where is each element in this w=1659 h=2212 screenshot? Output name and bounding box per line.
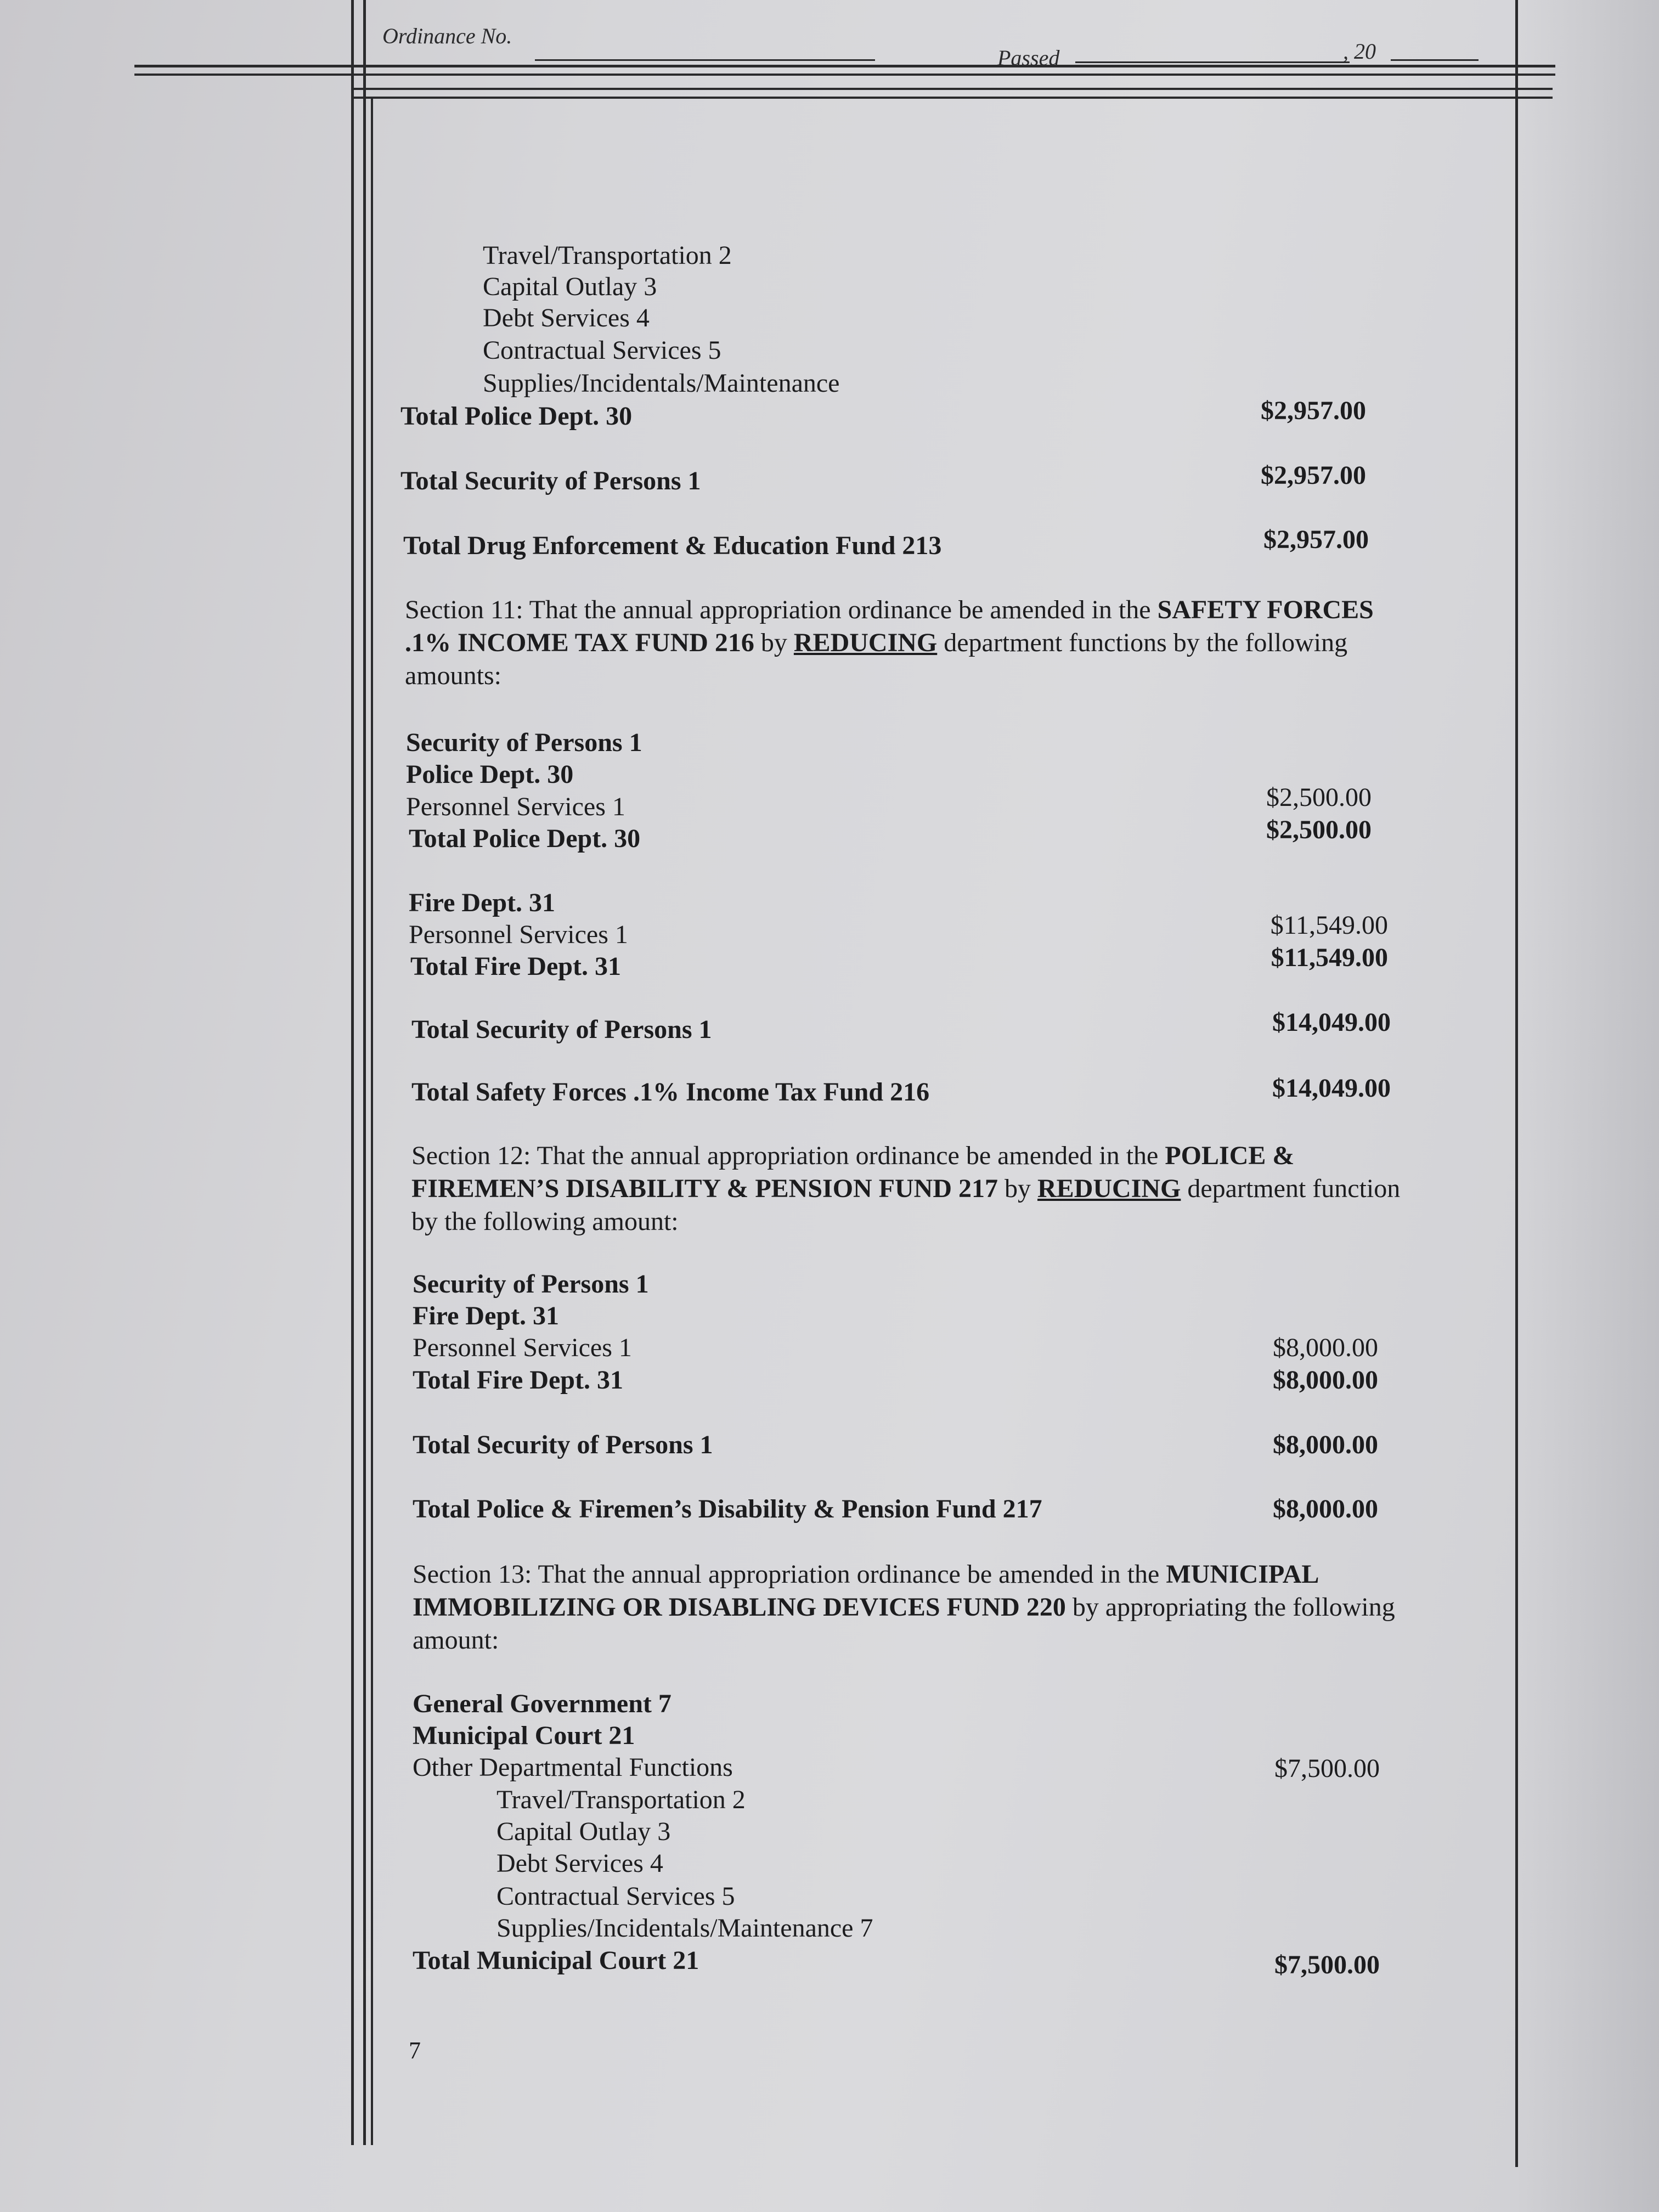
total-fire-dept-amount: $8,000.00 (1273, 1365, 1378, 1395)
total-security-of-persons: Total Security of Persons 1 (413, 1430, 713, 1459)
list-item: Travel/Transportation 2 (496, 1785, 746, 1814)
total-fire-dept: Total Fire Dept. 31 (413, 1365, 623, 1395)
page-number: 7 (409, 2037, 421, 2064)
list-item: Travel/Transportation 2 (483, 241, 732, 270)
ordinance-label: Ordinance No. (382, 24, 512, 48)
header-rule-lower (351, 88, 1553, 90)
header-rule-top (134, 65, 1555, 67)
list-item: Debt Services 4 (483, 303, 650, 332)
left-margin-line-1 (351, 0, 354, 2145)
total-drug-enforcement-fund-amount: $2,957.00 (1263, 525, 1369, 554)
total-pension-fund-amount: $8,000.00 (1273, 1494, 1378, 1523)
total-municipal-court: Total Municipal Court 21 (413, 1946, 699, 1975)
total-police-dept-30: Total Police Dept. 30 (400, 402, 633, 431)
list-item: Capital Outlay 3 (483, 272, 657, 301)
list-item: Contractual Services 5 (496, 1882, 735, 1911)
ordinance-number-line (535, 59, 875, 61)
year-line (1391, 59, 1479, 61)
total-fire-dept: Total Fire Dept. 31 (410, 952, 621, 981)
left-margin-line-2 (363, 0, 366, 2145)
list-item: Contractual Services 5 (483, 336, 721, 365)
total-security-of-persons: Total Security of Persons 1 (400, 466, 701, 495)
security-of-persons-heading: Security of Persons 1 (406, 728, 642, 757)
total-fire-dept-amount: $11,549.00 (1271, 943, 1388, 972)
total-police-dept-amount: $2,500.00 (1266, 815, 1372, 844)
total-security-of-persons-amount: $14,049.00 (1272, 1008, 1391, 1037)
personnel-services-amount: $2,500.00 (1266, 783, 1372, 812)
fire-dept-heading: Fire Dept. 31 (413, 1301, 560, 1330)
total-security-of-persons-amount: $8,000.00 (1273, 1430, 1378, 1459)
list-item: Capital Outlay 3 (496, 1817, 671, 1846)
fire-dept-heading: Fire Dept. 31 (409, 888, 556, 917)
list-item: Debt Services 4 (496, 1849, 663, 1878)
header-rule-bottom (351, 97, 1553, 99)
page-shadow (1516, 0, 1659, 2212)
other-departmental-functions-amount: $7,500.00 (1274, 1754, 1380, 1783)
security-of-persons-heading: Security of Persons 1 (413, 1269, 649, 1299)
section-11-paragraph: Section 11: That the annual appropriation ordinance be amended in the SAFETY FORCES .1% INCOME TAX FUND 216 by REDUCING department functions by the following amounts: (405, 595, 1374, 690)
total-safety-forces-fund-amount: $14,049.00 (1272, 1074, 1391, 1103)
other-departmental-functions: Other Departmental Functions (413, 1753, 733, 1782)
list-item: Supplies/Incidentals/Maintenance (483, 369, 840, 398)
passed-date-line (1075, 61, 1350, 63)
left-margin-line-3 (371, 99, 373, 2145)
police-dept-heading: Police Dept. 30 (406, 760, 574, 789)
personnel-services-line: Personnel Services 1 (409, 920, 628, 949)
total-pension-fund: Total Police & Firemen’s Disability & Pension Fund 217 (413, 1494, 1042, 1523)
personnel-services-line: Personnel Services 1 (406, 792, 625, 821)
year-prefix: , 20 (1343, 39, 1376, 64)
municipal-court-heading: Municipal Court 21 (413, 1721, 635, 1750)
total-security-of-persons: Total Security of Persons 1 (411, 1015, 712, 1044)
section-13-paragraph: Section 13: That the annual appropriation ordinance be amended in the MUNICIPAL IMMOBILIZING OR DISABLING DEVICES FUND 220 by appropriating the following amount: (413, 1560, 1395, 1655)
personnel-services-line: Personnel Services 1 (413, 1333, 632, 1362)
total-safety-forces-fund: Total Safety Forces .1% Income Tax Fund 216 (411, 1077, 930, 1107)
total-drug-enforcement-fund: Total Drug Enforcement & Education Fund 213 (403, 531, 942, 560)
total-municipal-court-amount: $7,500.00 (1274, 1950, 1380, 1979)
section-12-paragraph: Section 12: That the annual appropriation ordinance be amended in the POLICE & FIREMEN’S DISABILITY & PENSION FUND 217 by REDUCING department function by the following amount: (411, 1141, 1401, 1236)
list-item: Supplies/Incidentals/Maintenance 7 (496, 1914, 873, 1943)
personnel-services-amount: $8,000.00 (1273, 1333, 1378, 1362)
general-government-heading: General Government 7 (413, 1689, 672, 1718)
total-police-dept: Total Police Dept. 30 (409, 824, 641, 853)
total-security-of-persons-amount: $2,957.00 (1261, 461, 1366, 490)
header-rule-middle (134, 74, 1555, 76)
personnel-services-amount: $11,549.00 (1270, 911, 1388, 940)
total-police-dept-30-amount: $2,957.00 (1261, 396, 1366, 425)
passed-label: Passed (997, 46, 1060, 70)
right-margin-line (1515, 0, 1518, 2167)
